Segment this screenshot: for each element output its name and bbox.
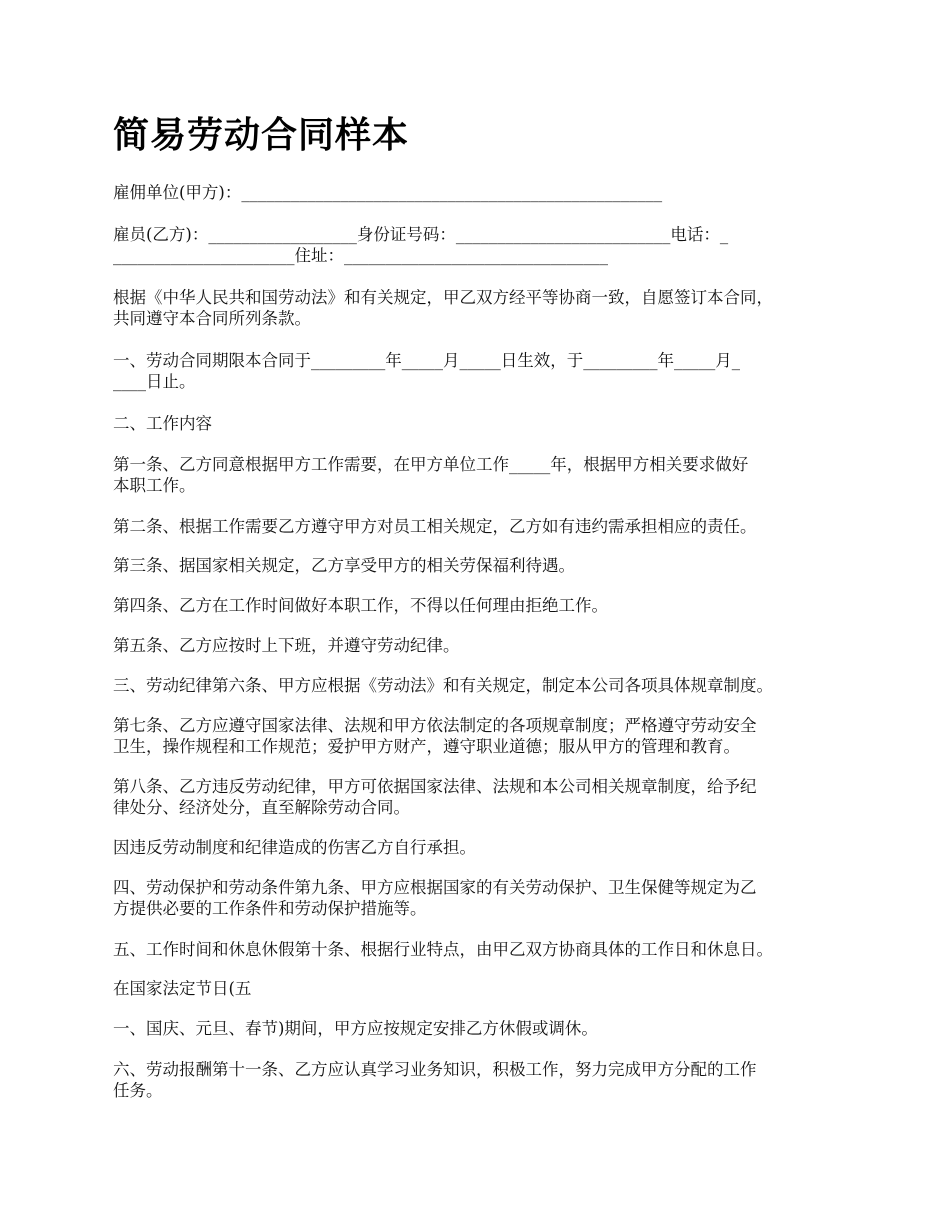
paragraph-line: 共同遵守本合同所列条款。 xyxy=(113,309,311,328)
paragraph-line: 第三条、据国家相关规定，乙方享受甲方的相关劳保福利待遇。 xyxy=(113,556,575,575)
paragraph-line: 雇员(乙方)：__________________身份证号码：__________________________电话：_ xyxy=(113,225,729,244)
paragraph-line: 一、国庆、元旦、春节)期间，甲方应按规定安排乙方休假或调休。 xyxy=(113,1019,598,1038)
article-paragraph xyxy=(113,978,858,999)
paragraph-line: 第四条、乙方在工作时间做好本职工作，不得以任何理由拒绝工作。 xyxy=(113,596,608,615)
article-paragraph xyxy=(113,555,858,576)
paragraph-line: 在国家法定节日(五 xyxy=(113,979,252,998)
paragraph-line: 卫生，操作规程和工作规范；爱护甲方财产，遵守职业道德；服从甲方的管理和教育。 xyxy=(113,737,740,756)
paragraph-line: ______________________住址：________________________________ xyxy=(113,246,608,265)
article-paragraph xyxy=(113,454,858,496)
paragraph-line: 第八条、乙方违反劳动纪律，甲方可依据国家法律、法规和本公司相关规章制度，给予纪 xyxy=(113,777,757,796)
paragraph-line: 本职工作。 xyxy=(113,476,196,495)
employee-info-fields xyxy=(113,224,858,266)
paragraph-line: 第一条、乙方同意根据甲方工作需要，在甲方单位工作_____年，根据甲方相关要求做好 xyxy=(113,455,749,474)
paragraph-line: 三、劳动纪律第六条、甲方应根据《劳动法》和有关规定，制定本公司各项具体规章制度。 xyxy=(113,676,773,695)
paragraph-line: 六、劳动报酬第十一条、乙方应认真学习业务知识，积极工作，努力完成甲方分配的工作 xyxy=(113,1060,757,1079)
paragraph-line: 律处分、经济处分，直至解除劳动合同。 xyxy=(113,798,410,817)
article-paragraph xyxy=(113,939,858,960)
employer-field xyxy=(113,182,858,203)
paragraph-line: ____日止。 xyxy=(113,372,196,391)
paragraph-line: 一、劳动合同期限本合同于_________年_____月_____日生效，于_________年_____月_ xyxy=(113,351,740,370)
article-paragraph xyxy=(113,715,858,757)
article-paragraph xyxy=(113,675,858,696)
paragraph-line: 第七条、乙方应遵守国家法律、法规和甲方依法制定的各项规章制度；严格遵守劳动安全 xyxy=(113,716,757,735)
section-heading xyxy=(113,413,858,434)
paragraph-line: 五、工作时间和休息休假第十条、根据行业特点，由甲乙双方协商具体的工作日和休息日。 xyxy=(113,940,773,959)
article-paragraph xyxy=(113,516,858,537)
contract-term-paragraph xyxy=(113,350,858,392)
article-paragraph xyxy=(113,837,858,858)
article-paragraph xyxy=(113,776,858,818)
paragraph-line: 二、工作内容 xyxy=(113,414,212,433)
paragraph-line: 第二条、根据工作需要乙方遵守甲方对员工相关规定，乙方如有违约需承担相应的责任。 xyxy=(113,517,757,536)
paragraph-line: 方提供必要的工作条件和劳动保护措施等。 xyxy=(113,899,427,918)
paragraph-line: 因违反劳动制度和纪律造成的伤害乙方自行承担。 xyxy=(113,838,476,857)
paragraph-line: 根据《中华人民共和国劳动法》和有关规定，甲乙双方经平等协商一致，自愿签订本合同， xyxy=(113,288,773,307)
article-paragraph xyxy=(113,635,858,656)
article-paragraph xyxy=(113,1059,858,1101)
paragraph-line: 雇佣单位(甲方)：___________________________________________________ xyxy=(113,183,663,202)
article-paragraph xyxy=(113,595,858,616)
paragraph-line: 任务。 xyxy=(113,1081,163,1100)
document-title: 简易劳动合同样本 xyxy=(113,115,410,156)
article-paragraph xyxy=(113,1018,858,1039)
article-paragraph xyxy=(113,877,858,919)
preamble-paragraph xyxy=(113,287,858,329)
paragraph-line: 第五条、乙方应按时上下班，并遵守劳动纪律。 xyxy=(113,636,460,655)
paragraph-line: 四、劳动保护和劳动条件第九条、甲方应根据国家的有关劳动保护、卫生保健等规定为乙 xyxy=(113,878,757,897)
